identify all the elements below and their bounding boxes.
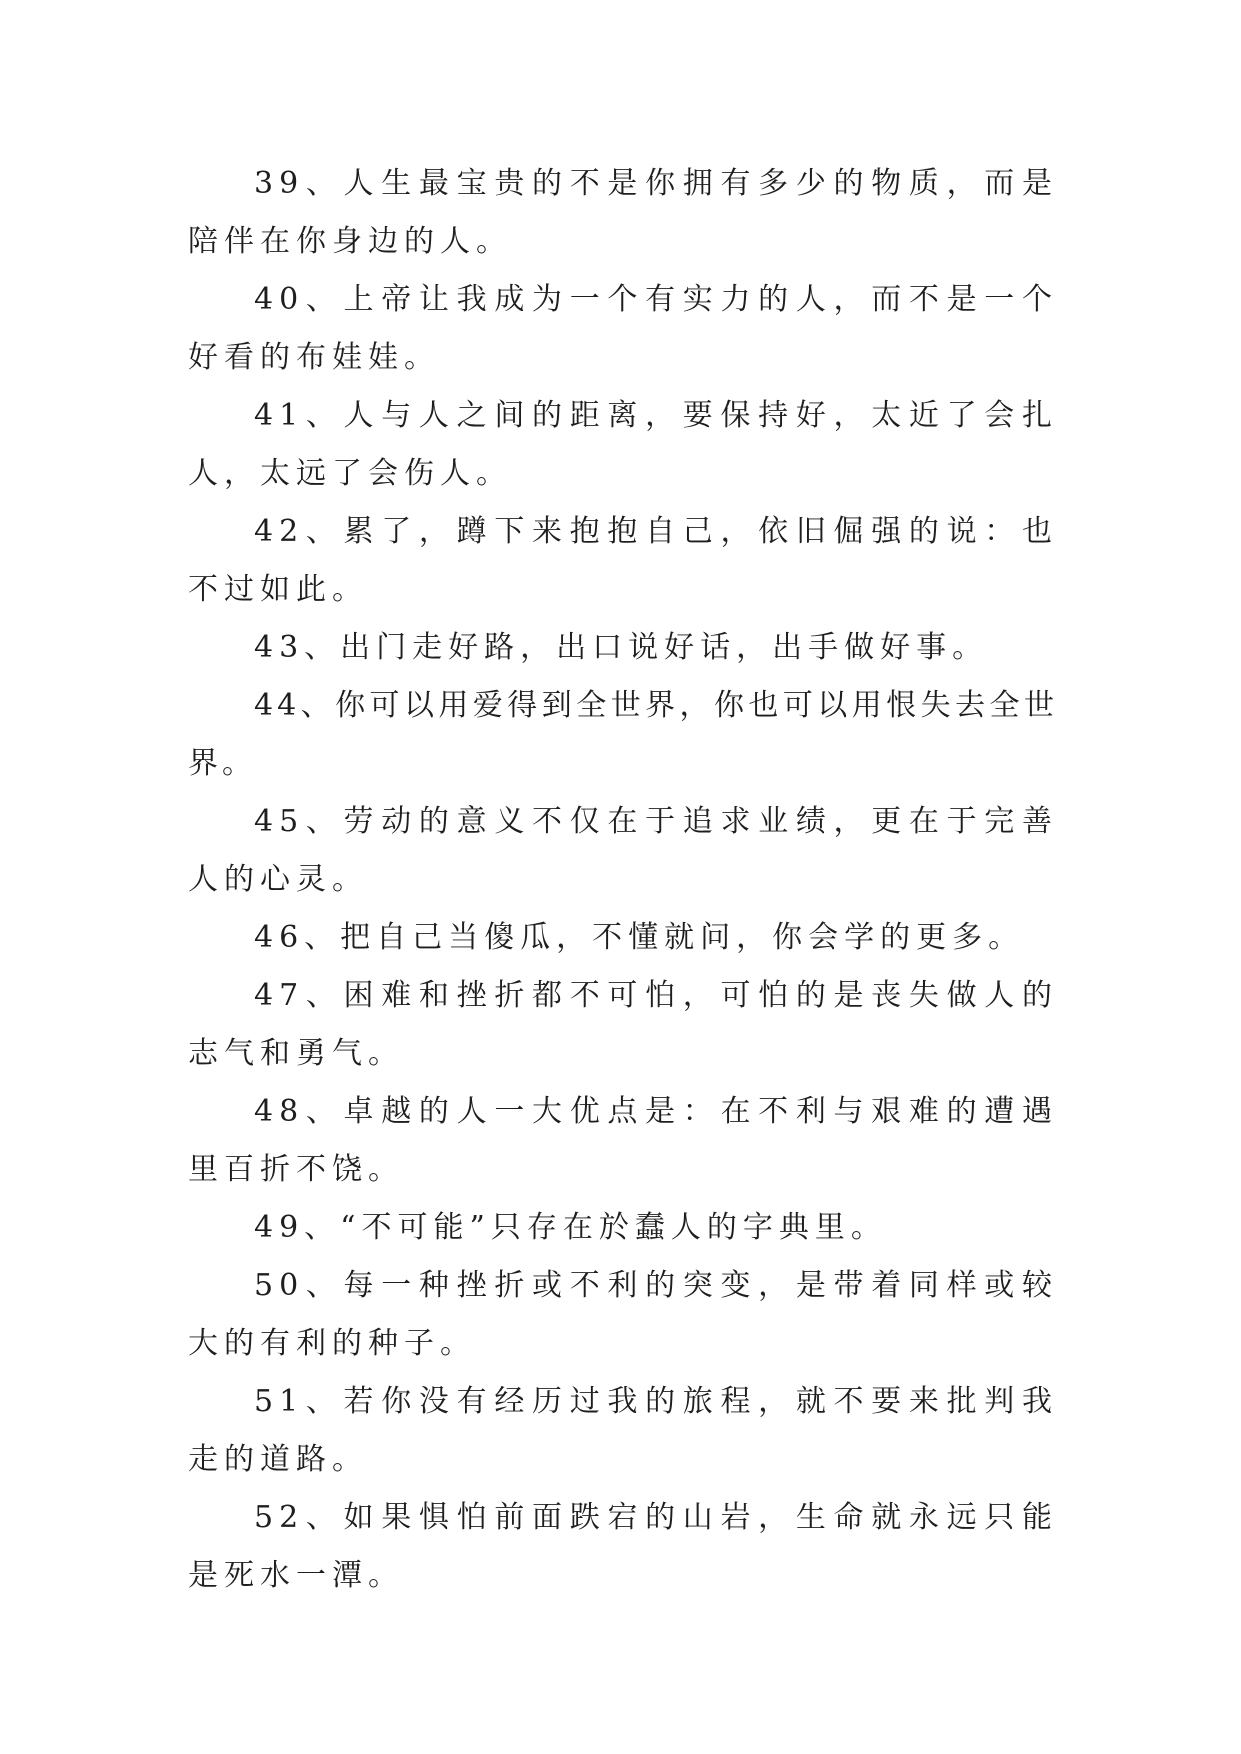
- paragraph-52: 52、如果惧怕前面跌宕的山岩，生命就永远只能是死水一潭。: [188, 1500, 1058, 1593]
- paragraph-43: 43、出门走好路，出口说好话，出手做好事。: [254, 630, 989, 665]
- paragraph-46: 46、把自己当傻瓜，不懂就问，你会学的更多。: [254, 920, 1025, 955]
- paragraph-42: 42、累了，蹲下来抱抱自己，依旧倔强的说：也不过如此。: [188, 514, 1058, 607]
- paragraph-45: 45、劳动的意义不仅在于追求业绩，更在于完善人的心灵。: [188, 804, 1058, 897]
- paragraph-50: 50、每一种挫折或不利的突变，是带着同样或较大的有利的种子。: [188, 1268, 1058, 1361]
- paragraph-39: 39、人生最宝贵的不是你拥有多少的物质，而是陪伴在你身边的人。: [188, 166, 1058, 259]
- paragraph-51: 51、若你没有经历过我的旅程，就不要来批判我走的道路。: [188, 1384, 1058, 1477]
- paragraph-44: 44、你可以用爱得到全世界，你也可以用恨失去全世界。: [188, 688, 1058, 781]
- paragraph-47: 47、困难和挫折都不可怕，可怕的是丧失做人的志气和勇气。: [188, 978, 1058, 1071]
- paragraph-48: 48、卓越的人一大优点是：在不利与艰难的遭遇里百折不饶。: [188, 1094, 1058, 1187]
- document-body: [188, 155, 1058, 1605]
- paragraph-41: 41、人与人之间的距离，要保持好，太近了会扎人，太远了会伤人。: [188, 398, 1058, 491]
- paragraph-49: 49、“不可能”只存在於蠢人的字典里。: [254, 1210, 887, 1245]
- paragraph-40: 40、上帝让我成为一个有实力的人，而不是一个好看的布娃娃。: [188, 282, 1058, 375]
